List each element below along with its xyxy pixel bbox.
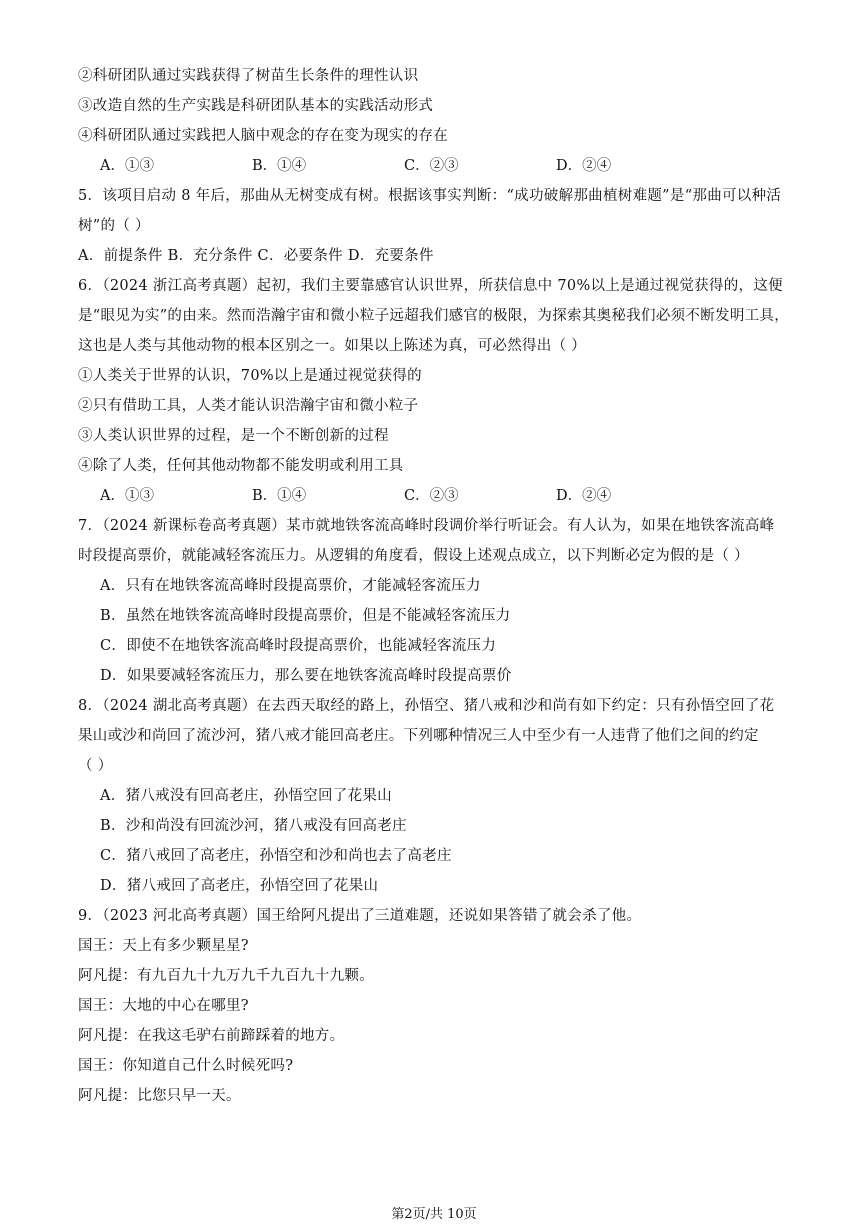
- q6-choices: [100, 486, 660, 506]
- q8-option-a[interactable]: A．猪八戒没有回高老庄，孙悟空回了花果山: [100, 788, 392, 804]
- page-footer: 第2页/共 10页: [391, 1207, 477, 1222]
- q4-statement-4: ④科研团队通过实践把人脑中观念的存在变为现实的存在: [78, 128, 448, 144]
- q7-option-b[interactable]: B．虽然在地铁客流高峰时段提高票价，但是不能减轻客流压力: [100, 608, 511, 624]
- q6-stem-line-3: 这也是人类与其他动物的根本区别之一。如果以上陈述为真，可必然得出（ ）: [78, 338, 587, 354]
- q8-option-b[interactable]: B．沙和尚没有回流沙河，猪八戒没有回高老庄: [100, 818, 407, 834]
- q9-dialogue-1: 国王：天上有多少颗星星?: [78, 938, 249, 954]
- q7-stem-line-2: 时段提高票价，就能减轻客流压力。从逻辑的角度看，假设上述观点成立，以下判断必定为假的是（ ）: [78, 548, 749, 564]
- q4-statement-2: ②科研团队通过实践获得了树苗生长条件的理性认识: [78, 68, 419, 84]
- q6-statement-4: ④除了人类，任何其他动物都不能发明或利用工具: [78, 458, 404, 474]
- q6-statement-2: ②只有借助工具，人类才能认识浩瀚宇宙和微小粒子: [78, 398, 419, 414]
- q4-choice-c[interactable]: C．②③: [404, 158, 459, 174]
- q9-dialogue-2: 阿凡提：有九百九十九万九千九百九十九颗。: [78, 968, 374, 984]
- q9-dialogue-5: 国王：你知道自己什么时候死吗?: [78, 1058, 294, 1074]
- q6-choice-c[interactable]: C．②③: [404, 488, 459, 504]
- q8-stem-line-3: （ ）: [78, 758, 113, 774]
- q9-dialogue-4: 阿凡提：在我这毛驴右前蹄踩着的地方。: [78, 1028, 345, 1044]
- q4-choices: [100, 156, 660, 176]
- q8-option-c[interactable]: C．猪八戒回了高老庄，孙悟空和沙和尚也去了高老庄: [100, 848, 452, 864]
- q9-dialogue-6: 阿凡提：比您只早一天。: [78, 1088, 241, 1104]
- q5-options[interactable]: A．前提条件 B．充分条件 C．必要条件 D．充要条件: [78, 248, 434, 264]
- q8-stem-line-1: 8．（2024 湖北高考真题）在去西天取经的路上，孙悟空、猪八戒和沙和尚有如下约定：只有孙悟空回了花: [78, 698, 775, 714]
- q6-choice-d[interactable]: D．②④: [556, 488, 612, 504]
- q7-option-d[interactable]: D．如果要减轻客流压力，那么要在地铁客流高峰时段提高票价: [100, 668, 512, 684]
- q4-choice-b[interactable]: B．①④: [252, 158, 307, 174]
- q9-stem-line-1: 9．（2023 河北高考真题）国王给阿凡提出了三道难题，还说如果答错了就会杀了他。: [78, 908, 642, 924]
- q6-statement-3: ③人类认识世界的过程，是一个不断创新的过程: [78, 428, 389, 444]
- q6-stem-line-2: 是“眼见为实”的由来。然而浩瀚宇宙和微小粒子远超我们感官的极限，为探索其奥秘我们必须不断发明工具，: [78, 308, 790, 324]
- q4-choice-d[interactable]: D．②④: [556, 158, 612, 174]
- q5-stem-line-1: 5．该项目启动 8 年后，那曲从无树变成有树。根据该事实判断：“成功破解那曲植树难题”是“那曲可以种活: [78, 188, 782, 204]
- q9-dialogue-3: 国王：大地的中心在哪里?: [78, 998, 249, 1014]
- q6-choice-b[interactable]: B．①④: [252, 488, 307, 504]
- q8-stem-line-2: 果山或沙和尚回了流沙河，猪八戒才能回高老庄。下列哪种情况三人中至少有一人违背了他们之间的约定: [78, 728, 759, 744]
- q8-option-d[interactable]: D．猪八戒回了高老庄，孙悟空回了花果山: [100, 878, 379, 894]
- q7-option-c[interactable]: C．即使不在地铁客流高峰时段提高票价，也能减轻客流压力: [100, 638, 497, 654]
- q6-choice-a[interactable]: A．①③: [100, 488, 154, 504]
- q4-statement-3: ③改造自然的生产实践是科研团队基本的实践活动形式: [78, 98, 434, 114]
- q4-choice-a[interactable]: A．①③: [100, 158, 154, 174]
- q6-statement-1: ①人类关于世界的认识，70%以上是通过视觉获得的: [78, 368, 422, 384]
- q6-stem-line-1: 6．（2024 浙江高考真题）起初，我们主要靠感官认识世界，所获信息中 70%以上是通过视觉获得的，这便: [78, 278, 783, 294]
- q7-option-a[interactable]: A．只有在地铁客流高峰时段提高票价，才能减轻客流压力: [100, 578, 481, 594]
- q7-stem-line-1: 7．（2024 新课标卷高考真题）某市就地铁客流高峰时段调价举行听证会。有人认为，如果在地铁客流高峰: [78, 518, 775, 534]
- q5-stem-line-2: 树”的（ ）: [78, 218, 150, 234]
